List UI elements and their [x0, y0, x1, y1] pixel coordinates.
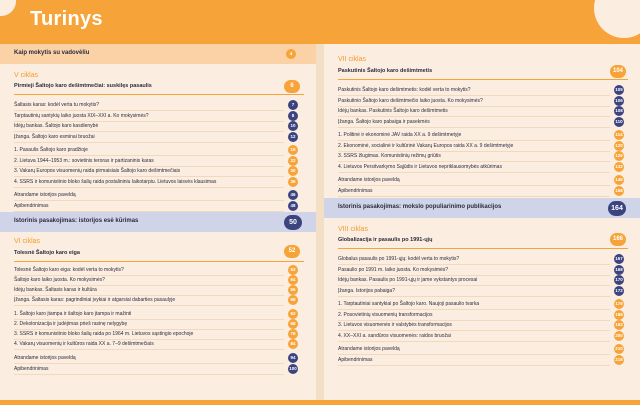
- toc-entry[interactable]: Idėjų bankas. Pasaulis po 1991-ųjų ir jame vykstantys procesai: [338, 277, 478, 283]
- toc-entry[interactable]: 4. Lietuvos Persitvarkymo Sąjūdis ir Lietuvos nepriklausomybės atkūrimas: [338, 163, 502, 170]
- toc-entry[interactable]: Apibendrinimas: [14, 202, 49, 209]
- entry-divider: [14, 374, 284, 375]
- toc-entry[interactable]: Įžanga. Šaltojo karo esminai bruožai: [14, 133, 95, 140]
- toc-entry[interactable]: 3. Lietuvos visuomenės ir valstybės transformacijos: [338, 322, 452, 328]
- cycle-vi-label: VI ciklas: [14, 238, 41, 245]
- toc-entry[interactable]: Pasaulio po 1991 m. laiko juosta. Ko mokysimės?: [338, 266, 449, 273]
- page-number-badge[interactable]: 52: [284, 245, 300, 258]
- toc-entry[interactable]: Šaltasis karas: kodėl verta tu mokytis?: [14, 102, 100, 108]
- entry-divider: [14, 349, 284, 350]
- toc-entry[interactable]: Globalus pasaulis po 1991-ųjų: kodėl verta to mokytis?: [338, 256, 460, 262]
- heading-divider: [14, 261, 304, 262]
- toc-entry[interactable]: Įžanga. Šaltasis karas: pagrindiniai įvykiai ir atgarsiai dabarties pasaulyje: [14, 297, 176, 303]
- toc-entry[interactable]: Įžanga. Šaltojo karo pabaiga ir pasekmės: [338, 118, 430, 125]
- entry-divider: [338, 341, 610, 342]
- entry-divider: [338, 127, 610, 128]
- toc-entry[interactable]: 2. Lietuva 1944–1953 m.: sovietinis teroras ir partizaninis karas: [14, 157, 154, 164]
- entry-divider: [338, 185, 610, 186]
- toc-entry[interactable]: 1. Šaltojo karo įtampa ir šaltojo karo įtampa ir mažinti: [14, 311, 132, 317]
- toc-entry[interactable]: Idėjų bankas. Šaltasis karas ir kultūra: [14, 287, 97, 293]
- entry-divider: [14, 187, 284, 188]
- page-number-badge[interactable]: 186: [614, 310, 624, 320]
- project-essay-label[interactable]: Istorinis pasakojimas: istorijos esė kūrimas: [14, 218, 139, 224]
- toc-entry[interactable]: Įžanga. Istorijos pabaiga?: [338, 287, 395, 294]
- page-number-badge[interactable]: 54: [288, 275, 298, 285]
- toc-entry[interactable]: 2. Posovietinių visuomenių transformacijos: [338, 311, 433, 318]
- page-number-badge[interactable]: 110: [614, 117, 624, 127]
- page-number-badge[interactable]: 114: [614, 130, 624, 140]
- page-number-badge[interactable]: 210: [614, 344, 624, 354]
- toc-entry[interactable]: Apibendrinimas: [338, 356, 373, 363]
- page-number-badge[interactable]: 22: [288, 156, 298, 166]
- toc-entry[interactable]: Atrandame istorijos paveldą: [338, 177, 400, 183]
- entry-divider: [14, 200, 284, 201]
- entry-divider: [14, 142, 284, 143]
- book-gutter: [316, 44, 324, 400]
- page-number-badge[interactable]: 16: [288, 145, 298, 155]
- entry-divider: [338, 296, 610, 297]
- page-number-badge[interactable]: 6: [284, 80, 300, 93]
- page-number-badge[interactable]: 94: [288, 353, 298, 363]
- toc-entry[interactable]: 4. XX–XXI a. sandūros visuomenės: raidos bruožai: [338, 332, 451, 339]
- toc-entry[interactable]: Paskutinio Šaltojo karo dešimtmečio laiko juosta. Ko mokysimės?: [338, 97, 483, 104]
- page-number-badge[interactable]: 164: [608, 201, 626, 216]
- toc-entry[interactable]: Apibendrinimas: [14, 365, 49, 372]
- entry-divider: [338, 365, 610, 366]
- page-number-badge[interactable]: 30: [288, 166, 298, 176]
- page-number-badge[interactable]: 158: [614, 186, 624, 196]
- page-number-badge[interactable]: 105: [614, 85, 624, 95]
- page-number-badge[interactable]: 58: [288, 295, 298, 305]
- page-number-badge[interactable]: 126: [614, 151, 624, 161]
- toc-entry[interactable]: Tarptautinių santykių laiko juosta XIX–XXI a. Ko mokysimės?: [14, 112, 149, 119]
- cycle-vii-heading[interactable]: Paskutinis Šaltojo karo dešimtmetis: [338, 68, 433, 74]
- bottom-band: [0, 400, 640, 405]
- toc-entry[interactable]: 1. Tarptautiniai santykiai po Šaltojo karo. Naujoji pasaulio tvarka: [338, 301, 480, 307]
- entry-divider: [14, 363, 284, 364]
- cycle-v-heading[interactable]: Pirmieji Šaltojo karo dešimtmečiai: suskilęs pasaulis: [14, 83, 152, 89]
- toc-entry[interactable]: Atrandame istorijos paveldą: [338, 346, 400, 352]
- page-number-badge[interactable]: 108: [614, 106, 624, 116]
- heading-divider: [338, 79, 628, 80]
- toc-entry[interactable]: 2. Ekonominė, socialinė ir kultūrinė Vakarų Europos raida XX a. 9 dešimtmetyje: [338, 142, 514, 149]
- page-number-badge[interactable]: 106: [614, 96, 624, 106]
- toc-entry[interactable]: 3. SSRS žlugimas. Komunistinių režimų griūtis: [338, 153, 441, 159]
- cycle-vi-heading[interactable]: Tolesnė Šaltojo karo eiga: [14, 250, 80, 256]
- page-title: Turinys: [30, 8, 103, 30]
- entry-divider: [338, 172, 610, 173]
- page-number-badge[interactable]: 84: [288, 339, 298, 349]
- toc-entry[interactable]: 3. SSRS ir komunistinio bloko šalių raida po 1964 m. Lietuvos sąstingio epochoje: [14, 331, 194, 337]
- toc-entry[interactable]: 4. SSRS ir komunistinio bloko šalių raida postalininiu laikotarpiu. Lietuvos laisvės klausimas: [14, 178, 217, 185]
- page-number-badge[interactable]: 167: [614, 254, 624, 264]
- page-number-badge[interactable]: 68: [288, 319, 298, 329]
- toc-entry[interactable]: Apibendrinimas: [338, 187, 373, 194]
- page-number-badge[interactable]: 218: [614, 355, 624, 365]
- toc-entry[interactable]: 1. Pasaulis Šaltojo karo pradžioje: [14, 147, 88, 153]
- page-number-badge[interactable]: 76: [288, 329, 298, 339]
- page-number-badge[interactable]: 8: [288, 111, 298, 121]
- page-number-badge[interactable]: 166: [610, 233, 626, 246]
- page-number-badge[interactable]: 4: [286, 49, 296, 59]
- page-number-badge[interactable]: 36: [288, 177, 298, 187]
- toc-entry[interactable]: 4. Vakarų visuomenių ir kultūros raida XX a. 7–9 dešimtmečiais: [14, 341, 154, 347]
- toc-entry[interactable]: 1. Politinė ir ekonominė JAV raida XX a. 9 dešimtmetyje: [338, 132, 462, 138]
- page-number-badge[interactable]: 170: [614, 275, 624, 285]
- cycle-viii-label: VIII ciklas: [338, 226, 368, 233]
- page-number-badge[interactable]: 104: [610, 65, 626, 78]
- toc-entry[interactable]: Idėjų bankas. Paskutinis Šaltojo karo dešimtmetis: [338, 108, 448, 114]
- toc-entry[interactable]: Paskutinis Šaltojo karo dešimtmetis: kodėl verta to mokytis?: [338, 87, 471, 93]
- page-number-badge[interactable]: 50: [284, 215, 302, 230]
- toc-entry[interactable]: 3. Vakarų Europos visuomenių raida pirmaisiais Šaltojo karo dešimtmečiais: [14, 168, 181, 174]
- page-number-badge[interactable]: 7: [288, 100, 298, 110]
- cycle-viii-heading[interactable]: Globalizacija ir pasaulis po 1991-ųjų: [338, 237, 433, 243]
- toc-entry[interactable]: 2. Dekolonizacija ir judėjimas prieš rasinę nelygybę: [14, 321, 128, 327]
- page-number-badge[interactable]: 132: [614, 162, 624, 172]
- toc-entry[interactable]: Tolesnė Šaltojo karo eiga: kodėl verta to mokytis?: [14, 267, 124, 273]
- page-number-badge[interactable]: 46: [288, 190, 298, 200]
- heading-divider: [14, 94, 304, 95]
- page-number-badge[interactable]: 200: [614, 331, 624, 341]
- page-number-badge[interactable]: 168: [614, 265, 624, 275]
- page-number-badge[interactable]: 176: [614, 299, 624, 309]
- page-number-badge[interactable]: 53: [288, 265, 298, 275]
- page-number-badge[interactable]: 100: [288, 364, 298, 374]
- cycle-vii-label: VII ciklas: [338, 56, 367, 63]
- page-number-badge[interactable]: 192: [614, 320, 624, 330]
- entry-divider: [14, 305, 284, 306]
- page-number-badge[interactable]: 48: [288, 201, 298, 211]
- heading-divider: [338, 248, 628, 249]
- page-number-badge[interactable]: 12: [288, 132, 298, 142]
- page-number-badge[interactable]: 56: [288, 285, 298, 295]
- entry-divider: [338, 196, 610, 197]
- page-number-badge[interactable]: 62: [288, 309, 298, 319]
- page-number-badge[interactable]: 146: [614, 175, 624, 185]
- page-number-badge[interactable]: 172: [614, 286, 624, 296]
- toc-entry[interactable]: Atrandame istorijos paveldą: [14, 355, 76, 361]
- toc-entry[interactable]: Idėjų bankas. Šaltojo karo kasdienybė: [14, 123, 99, 129]
- toc-entry[interactable]: Atrandame istorijos paveldą: [14, 192, 76, 198]
- how-to-learn-label[interactable]: Kaip mokytis su vadovėliu: [14, 50, 90, 56]
- project-popular-label[interactable]: Istorinis pasakojimas: mokslo populiarinimo publikacijos: [338, 204, 502, 210]
- cycle-v-label: V ciklas: [14, 72, 39, 79]
- page-number-badge[interactable]: 10: [288, 121, 298, 131]
- toc-entry[interactable]: Šaltojo karo laiko juosta. Ko mokysimės?: [14, 277, 105, 283]
- page-number-badge[interactable]: 120: [614, 141, 624, 151]
- entry-divider: [338, 354, 610, 355]
